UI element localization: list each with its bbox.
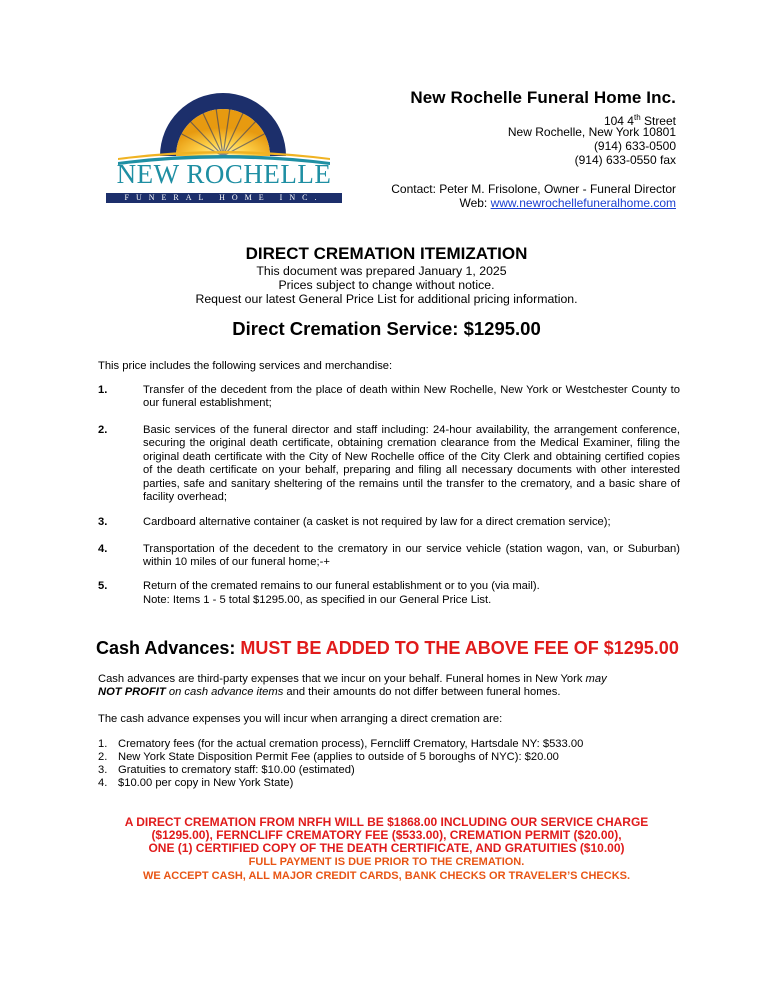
cash-advance-item: 2. New York State Disposition Permit Fee (applies to outside of 5 boroughs of NYC): $20.00 — [98, 751, 559, 763]
item-number: 3. — [98, 516, 108, 528]
total-line-3: ONE (1) CERTIFIED COPY OF THE DEATH CERTIFICATE, AND GRATUITIES ($10.00) — [148, 841, 625, 855]
accepted-payments: WE ACCEPT CASH, ALL MAJOR CREDIT CARDS, BANK CHECKS OR TRAVELER’S CHECKS. — [142, 870, 631, 882]
item-number: 2. — [98, 424, 108, 436]
service-item: Transfer of the decedent from the place of death within New Rochelle, New York or Westchester County to our funeral establishment; — [143, 384, 680, 410]
total-line-1: A DIRECT CREMATION FROM NRFH WILL BE $1868.00 INCLUDING OUR SERVICE CHARGE — [124, 815, 649, 829]
item-number: 4. — [98, 543, 108, 555]
document-title: DIRECT CREMATION ITEMIZATION — [245, 244, 528, 263]
price-notice: Prices subject to change without notice. — [278, 278, 495, 292]
payment-due-notice: FULL PAYMENT IS DUE PRIOR TO THE CREMATION. — [248, 856, 525, 868]
cash-advance-item: 1. Crematory fees (for the actual cremation process), Ferncliff Crematory, Hartsdale NY: $533.00 — [98, 738, 584, 750]
street-address: 104 4th Street — [603, 113, 676, 128]
logo-wordmark: NEW ROCHELLE — [116, 159, 332, 189]
phone-number: (914) 633-0500 — [593, 139, 676, 153]
website-link[interactable]: www.newrochellefuneralhome.com — [490, 196, 676, 210]
city-address: New Rochelle, New York 10801 — [507, 125, 676, 139]
item-number: 1. — [98, 384, 108, 396]
contact-line: Contact: Peter M. Frisolone, Owner - Funeral Director — [391, 182, 676, 196]
prepared-date: This document was prepared January 1, 2025 — [256, 264, 507, 278]
logo-bar — [106, 193, 342, 203]
service-item: Cardboard alternative container (a casket is not required by law for a direct cremation service); — [143, 516, 611, 528]
service-item: Transportation of the decedent to the crematory in our service vehicle (station wagon, van, or Suburban) within 10 miles of our funeral home;-+ — [143, 543, 680, 569]
service-intro: This price includes the following services and merchandise: — [98, 360, 393, 372]
company-logo — [98, 92, 348, 214]
web-line: Web: www.newrochellefuneralhome.com — [459, 196, 676, 210]
cash-advances-intro: The cash advance expenses you will incur when arranging a direct cremation are: — [98, 713, 503, 725]
cash-advances-heading: Cash Advances: MUST BE ADDED TO THE ABOVE FEE OF $1295.00 — [96, 638, 679, 658]
logo-subtext: FUNERAL HOME INC. — [124, 193, 324, 202]
service-item: Basic services of the funeral director and staff including: 24-hour availability, the arrangement conference, securing the original death certificate, obtaining cremation clearance from the Medical Examiner, filing the original death certificate with the City of New Rochelle office of the City Clerk and obtaining certified copies of the death certificate on your behalf, preparing and filing all necessary documents with other interested parties, safe and sanitary sheltering of the remains until the transfer to the crematory, and a basic share of facility overhead; — [143, 424, 680, 504]
total-line-2: ($1295.00), FERNCLIFF CREMATORY FEE ($533.00), CREMATION PERMIT ($20.00), — [151, 828, 622, 842]
company-name: New Rochelle Funeral Home Inc. — [410, 88, 676, 107]
service-heading: Direct Cremation Service: $1295.00 — [232, 318, 541, 339]
fax-number: (914) 633-0550 fax — [574, 153, 676, 167]
cash-advance-item: 3. Gratuities to crematory staff: $10.00 (estimated) — [98, 764, 355, 776]
cash-advances-paragraph: Cash advances are third-party expenses that we incur on your behalf. Funeral homes in New York may NOT PROFIT on cash advance items and their amounts do not differ between funeral homes. — [98, 673, 607, 699]
items-total-note: Note: Items 1 - 5 total $1295.00, as specified in our General Price List. — [143, 594, 492, 606]
gpl-notice: Request our latest General Price List for additional pricing information. — [195, 292, 578, 306]
cash-advance-item: 4. $10.00 per copy in New York State) — [98, 777, 294, 789]
item-number: 5. — [98, 580, 108, 592]
service-item: Return of the cremated remains to our funeral establishment or to you (via mail). — [143, 580, 540, 592]
